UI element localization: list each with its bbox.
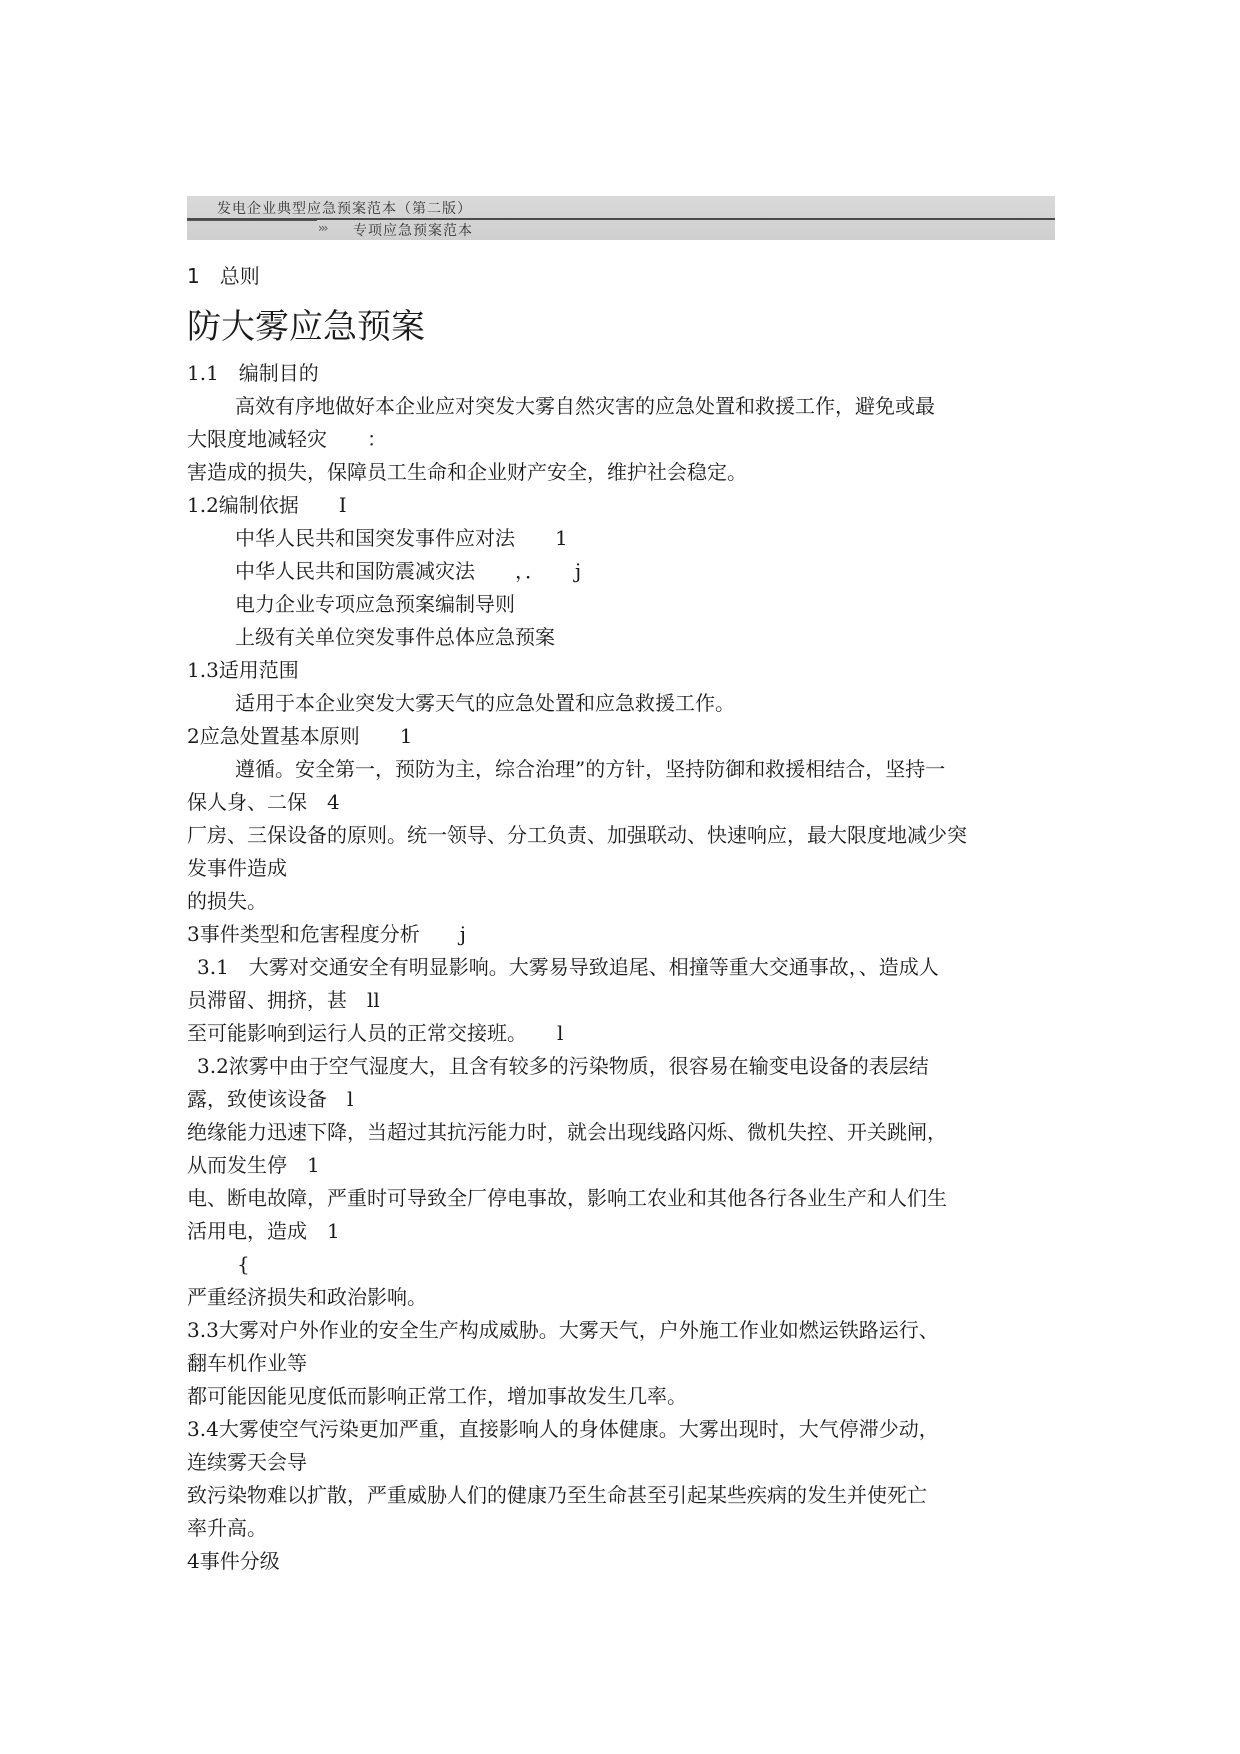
paragraph-line: 率升高。 bbox=[187, 1516, 267, 1540]
paragraph-line: 的损失。 bbox=[187, 889, 267, 913]
heading-1-3: 1.3适用范围 bbox=[187, 658, 299, 682]
paragraph-line: 露，致使该设备 l bbox=[187, 1087, 354, 1111]
paragraph-line: 3.2浓雾中由于空气湿度大，且含有较多的污染物质，很容易在输变电设备的表层结 bbox=[197, 1054, 929, 1078]
paragraph-line: 3.3大雾对户外作业的安全生产构成威胁。大雾天气，户外施工作业如燃运铁路运行、 bbox=[187, 1318, 939, 1342]
paragraph-line: 从而发生停 1 bbox=[187, 1153, 320, 1177]
paragraph-line: 严重经济损失和政治影响。 bbox=[187, 1285, 427, 1309]
paragraph-line: 3.1 大雾对交通安全有明显影响。大雾易导致追尾、相撞等重大交通事故，、造成人 bbox=[197, 955, 939, 979]
section-title: 专项应急预案范本 bbox=[353, 223, 473, 239]
section-heading-general: 1 总则 bbox=[187, 264, 260, 288]
heading-4: 4事件分级 bbox=[187, 1549, 280, 1573]
paragraph-line: 绝缘能力迅速下降，当超过其抗污能力时，就会出现线路闪烁、微机失控、开关跳闸， bbox=[187, 1120, 947, 1144]
heading-1-1: 1.1 编制目的 bbox=[187, 361, 319, 385]
paragraph-line: 适用于本企业突发大雾天气的应急处置和应急救援工作。 bbox=[235, 691, 735, 715]
list-item: 中华人民共和国突发事件应对法 1 bbox=[235, 526, 568, 550]
header-divider bbox=[187, 218, 1055, 220]
header-left-bar bbox=[187, 220, 317, 221]
paragraph-line: 大限度地减轻灾 ： bbox=[187, 427, 387, 451]
paragraph-line: 翻车机作业等 bbox=[187, 1351, 307, 1375]
paragraph-line: 遵循。安全第一，预防为主，综合治理”的方针，坚持防御和救援相结合，坚持一 bbox=[235, 757, 946, 781]
heading-2: 2应急处置基本原则 1 bbox=[187, 724, 413, 748]
paragraph-line: 3.4大雾使空气污染更加严重，直接影响人的身体健康。大雾出现时，大气停滞少动， bbox=[187, 1417, 939, 1441]
paragraph-line: 高效有序地做好本企业应对突发大雾自然灾害的应急处置和救援工作，避免或最 bbox=[235, 394, 935, 418]
paragraph-line: 连续雾天会导 bbox=[187, 1450, 307, 1474]
heading-3: 3事件类型和危害程度分析 j bbox=[187, 922, 466, 946]
book-title: 发电企业典型应急预案范本（第二版） bbox=[217, 201, 472, 217]
running-header bbox=[187, 196, 1055, 240]
paragraph-line: 活用电，造成 1 bbox=[187, 1219, 340, 1243]
chevrons-icon: ››› bbox=[318, 221, 327, 235]
paragraph-line: 致污染物难以扩散，严重威胁人们的健康乃至生命甚至引起某些疾病的发生并使死亡 bbox=[187, 1483, 927, 1507]
paragraph-line: 至可能影响到运行人员的正常交接班。 l bbox=[187, 1021, 564, 1045]
list-item: 中华人民共和国防震减灾法 ，． j bbox=[235, 559, 582, 583]
paragraph-line: 害造成的损失，保障员工生命和企业财产安全，维护社会稳定。 bbox=[187, 460, 747, 484]
paragraph-line: 发事件造成 bbox=[187, 856, 287, 880]
paragraph-line: 员滞留、拥挤，甚 ll bbox=[187, 988, 380, 1012]
stray-brace: { bbox=[237, 1252, 250, 1276]
document-title: 防大雾应急预案 bbox=[187, 307, 425, 347]
paragraph-line: 都可能因能见度低而影响正常工作，增加事故发生几率。 bbox=[187, 1384, 687, 1408]
paragraph-line: 电、断电故障，严重时可导致全厂停电事故，影响工农业和其他各行各业生产和人们生 bbox=[187, 1186, 947, 1210]
paragraph-line: 厂房、三保设备的原则。统一领导、分工负责、加强联动、快速响应，最大限度地减少突 bbox=[187, 823, 967, 847]
paragraph-line: 保人身、二保 4 bbox=[187, 790, 340, 814]
heading-1-2: 1.2编制依据 I bbox=[187, 493, 347, 517]
list-item: 电力企业专项应急预案编制导则 bbox=[235, 592, 515, 616]
list-item: 上级有关单位突发事件总体应急预案 bbox=[235, 625, 555, 649]
